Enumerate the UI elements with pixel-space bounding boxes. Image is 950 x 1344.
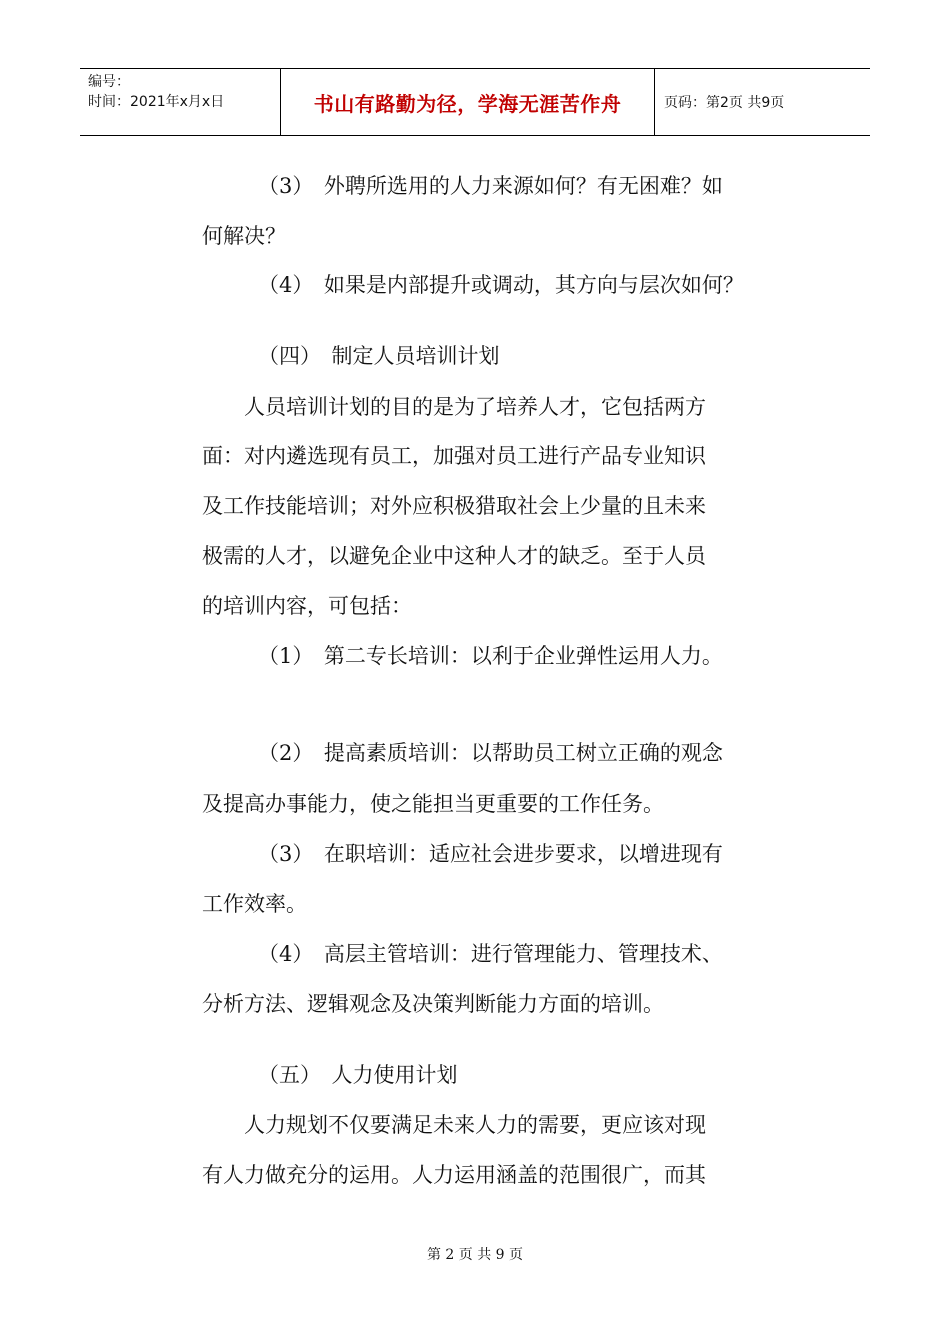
section-heading: （四） 制定人员培训计划 — [258, 344, 500, 368]
document-code-label: 编号： — [88, 74, 130, 90]
body-line: 的培训内容，可包括： — [202, 594, 412, 618]
header-motto-cell — [281, 69, 655, 135]
body-line: （4） 高层主管培训：进行管理能力、管理技术、 — [258, 942, 723, 966]
body-line: 工作效率。 — [202, 892, 307, 916]
page-footer: 第 2 页 共 9 页 — [426, 1247, 524, 1263]
header-meta — [80, 69, 281, 135]
page-header — [80, 68, 870, 136]
body-line: （4） 如果是内部提升或调动，其方向与层次如何？ — [258, 273, 744, 297]
body-line: 面：对内遴选现有员工，加强对员工进行产品专业知识 — [202, 444, 706, 468]
body-line: 及工作技能培训；对外应积极猎取社会上少量的且未来 — [202, 494, 706, 518]
body-line: （3） 外聘所选用的人力来源如何？有无困难？如 — [258, 174, 723, 198]
body-line: 人员培训计划的目的是为了培养人才，它包括两方 — [244, 395, 706, 419]
header-page-info: 页码：第2页 共9页 — [664, 95, 785, 111]
body-line: 分析方法、逻辑观念及决策判断能力方面的培训。 — [202, 992, 664, 1016]
header-motto: 书山有路勤为径，学海无涯苦作舟 — [313, 91, 622, 116]
body-line: （1） 第二专长培训：以利于企业弹性运用人力。 — [258, 644, 723, 668]
header-page-info-cell — [655, 69, 870, 135]
body-line: 极需的人才，以避免企业中这种人才的缺乏。至于人员 — [202, 544, 706, 568]
document-date: 时间：2021年x月x日 — [88, 94, 225, 110]
body-line: 人力规划不仅要满足未来人力的需要，更应该对现 — [244, 1113, 706, 1137]
body-line: 及提高办事能力，使之能担当更重要的工作任务。 — [202, 792, 664, 816]
body-line: （2） 提高素质培训：以帮助员工树立正确的观念 — [258, 741, 723, 765]
body-line: 有人力做充分的运用。人力运用涵盖的范围很广，而其 — [202, 1163, 706, 1187]
body-line: （3） 在职培训：适应社会进步要求，以增进现有 — [258, 842, 723, 866]
body-line: 何解决？ — [202, 224, 286, 248]
section-heading: （五） 人力使用计划 — [258, 1063, 458, 1087]
